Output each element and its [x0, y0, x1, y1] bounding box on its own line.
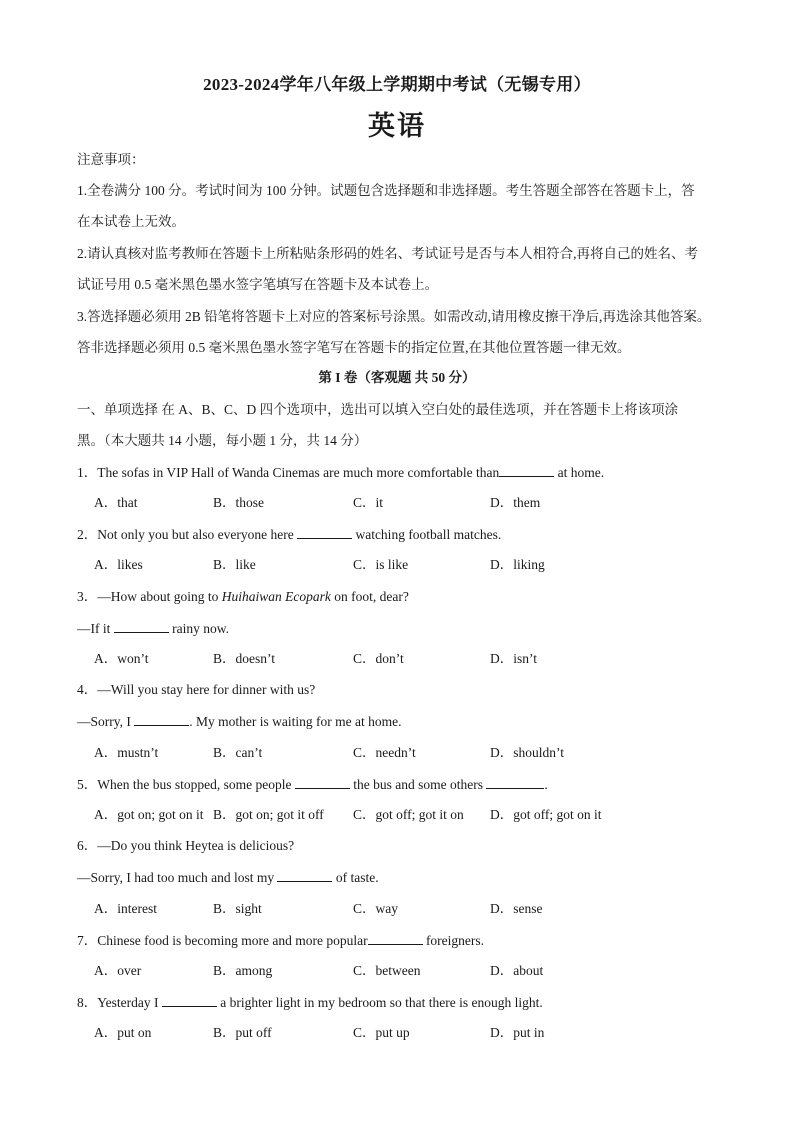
option-b: B．put off — [213, 1025, 272, 1040]
question-text: 8．Yesterday I — [77, 995, 162, 1010]
answer-blank — [134, 712, 189, 726]
notice-line-3: 2.请认真核对监考教师在答题卡上所粘贴条形码的姓名、考试证号是否与本人相符合,再将自己的姓名、考 — [77, 246, 698, 261]
question-4-reply — [77, 712, 401, 731]
option-d: D．put in — [490, 1025, 545, 1040]
question-text: 7．Chinese food is becoming more and more popular — [77, 933, 368, 948]
question-text: foreigners. — [422, 933, 485, 948]
option-c: C．got off; got it on — [353, 807, 464, 822]
answer-blank — [486, 775, 544, 789]
option-a: A．mustn’t — [94, 745, 159, 760]
answer-blank — [368, 931, 423, 945]
option-c: C．don’t — [353, 651, 404, 666]
section-title: 第 I 卷（客观题 共 50 分） — [318, 370, 476, 385]
question-text: the bus and some others — [349, 777, 487, 792]
option-d: D．them — [490, 495, 541, 510]
option-b: B．like — [213, 557, 256, 572]
answer-blank — [114, 619, 169, 633]
option-c: C．way — [353, 901, 398, 916]
option-d: D．about — [490, 963, 544, 978]
option-a: A．over — [94, 963, 142, 978]
reply-text: —Sorry, I had too much and lost my — [77, 870, 278, 885]
option-c: C．needn’t — [353, 745, 416, 760]
option-a: A．got on; got on it — [94, 807, 204, 822]
question-4: 4．—Will you stay here for dinner with us? — [77, 682, 316, 697]
option-c: C．is like — [353, 557, 409, 572]
notice-line-5: 3.答选择题必须用 2B 铅笔将答题卡上对应的答案标号涂黑。如需改动,请用橡皮擦干净后,再选涂其他答案。 — [77, 309, 711, 324]
reply-text: —If it — [77, 621, 114, 636]
question-text: 1．The sofas in VIP Hall of Wanda Cinemas are much more comfortable than — [77, 465, 500, 480]
option-b: B．those — [213, 495, 265, 510]
option-a: A．interest — [94, 901, 157, 916]
option-a: A．likes — [94, 557, 143, 572]
reply-text: . My mother is waiting for me at home. — [189, 714, 402, 729]
option-d: D．shouldn’t — [490, 745, 565, 760]
option-c: C．put up — [353, 1025, 410, 1040]
answer-blank — [297, 525, 352, 539]
question-text: 2．Not only you but also everyone here — [77, 527, 298, 542]
notice-heading: 注意事项： — [77, 152, 145, 167]
option-c: C．it — [353, 495, 384, 510]
notice-line-2: 在本试卷上无效。 — [77, 214, 185, 229]
option-b: B．among — [213, 963, 273, 978]
reply-text: rainy now. — [168, 621, 229, 636]
answer-blank — [295, 775, 350, 789]
question-text: a brighter light in my bedroom so that there is enough light. — [216, 995, 543, 1010]
question-text: on foot, dear? — [330, 589, 409, 604]
question-1 — [77, 463, 604, 482]
answer-blank — [277, 868, 332, 882]
option-a: A．that — [94, 495, 138, 510]
option-a: A．put on — [94, 1025, 152, 1040]
question-text: . — [544, 777, 548, 792]
question-text: 3．—How about going to — [77, 589, 222, 604]
subject-title: 英语 — [368, 111, 426, 141]
question-3 — [77, 588, 409, 606]
option-d: D．liking — [490, 557, 545, 572]
question-7 — [77, 931, 484, 950]
option-c: C．between — [353, 963, 421, 978]
option-b: B．doesn’t — [213, 651, 276, 666]
question-8 — [77, 993, 543, 1012]
option-b: B．sight — [213, 901, 262, 916]
question-5 — [77, 775, 548, 794]
question-6: 6．—Do you think Heytea is delicious? — [77, 838, 295, 853]
option-d: D．sense — [490, 901, 543, 916]
question-6-reply — [77, 868, 379, 887]
option-a: A．won’t — [94, 651, 149, 666]
section-instruction-1: 一、单项选择 在 A、B、C、D 四个选项中，选出可以填入空白处的最佳选项，并在答题卡上将该项涂 — [77, 402, 679, 417]
question-text: 5．When the bus stopped, some people — [77, 777, 295, 792]
reply-text: of taste. — [332, 870, 379, 885]
notice-line-4: 试证号用 0.5 毫米黑色墨水签字笔填写在答题卡及本试卷上。 — [77, 277, 439, 292]
answer-blank — [499, 463, 554, 477]
question-text: at home. — [554, 465, 605, 480]
notice-line-6: 答非选择题必须用 0.5 毫米黑色墨水签字笔写在答题卡的指定位置,在其他位置答题一律无效。 — [77, 340, 631, 355]
option-b: B．can’t — [213, 745, 263, 760]
option-d: D．isn’t — [490, 651, 538, 666]
question-2 — [77, 525, 501, 544]
question-3-reply — [77, 619, 229, 638]
section-instruction-2: 黑。（本大题共 14 小题，每小题 1 分，共 14 分） — [77, 433, 368, 448]
option-b: B．got on; got it off — [213, 807, 324, 822]
answer-blank — [162, 993, 217, 1007]
place-name: Huihaiwan Ecopark — [221, 589, 331, 604]
reply-text: —Sorry, I — [77, 714, 135, 729]
notice-line-1: 1.全卷满分 100 分。考试时间为 100 分钟。试题包含选择题和非选择题。考生答题全部答在答题卡上，答 — [77, 183, 695, 198]
option-d: D．got off; got on it — [490, 807, 602, 822]
exam-title: 2023-2024学年八年级上学期期中考试（无锡专用） — [203, 75, 591, 94]
question-text: watching football matches. — [352, 527, 502, 542]
